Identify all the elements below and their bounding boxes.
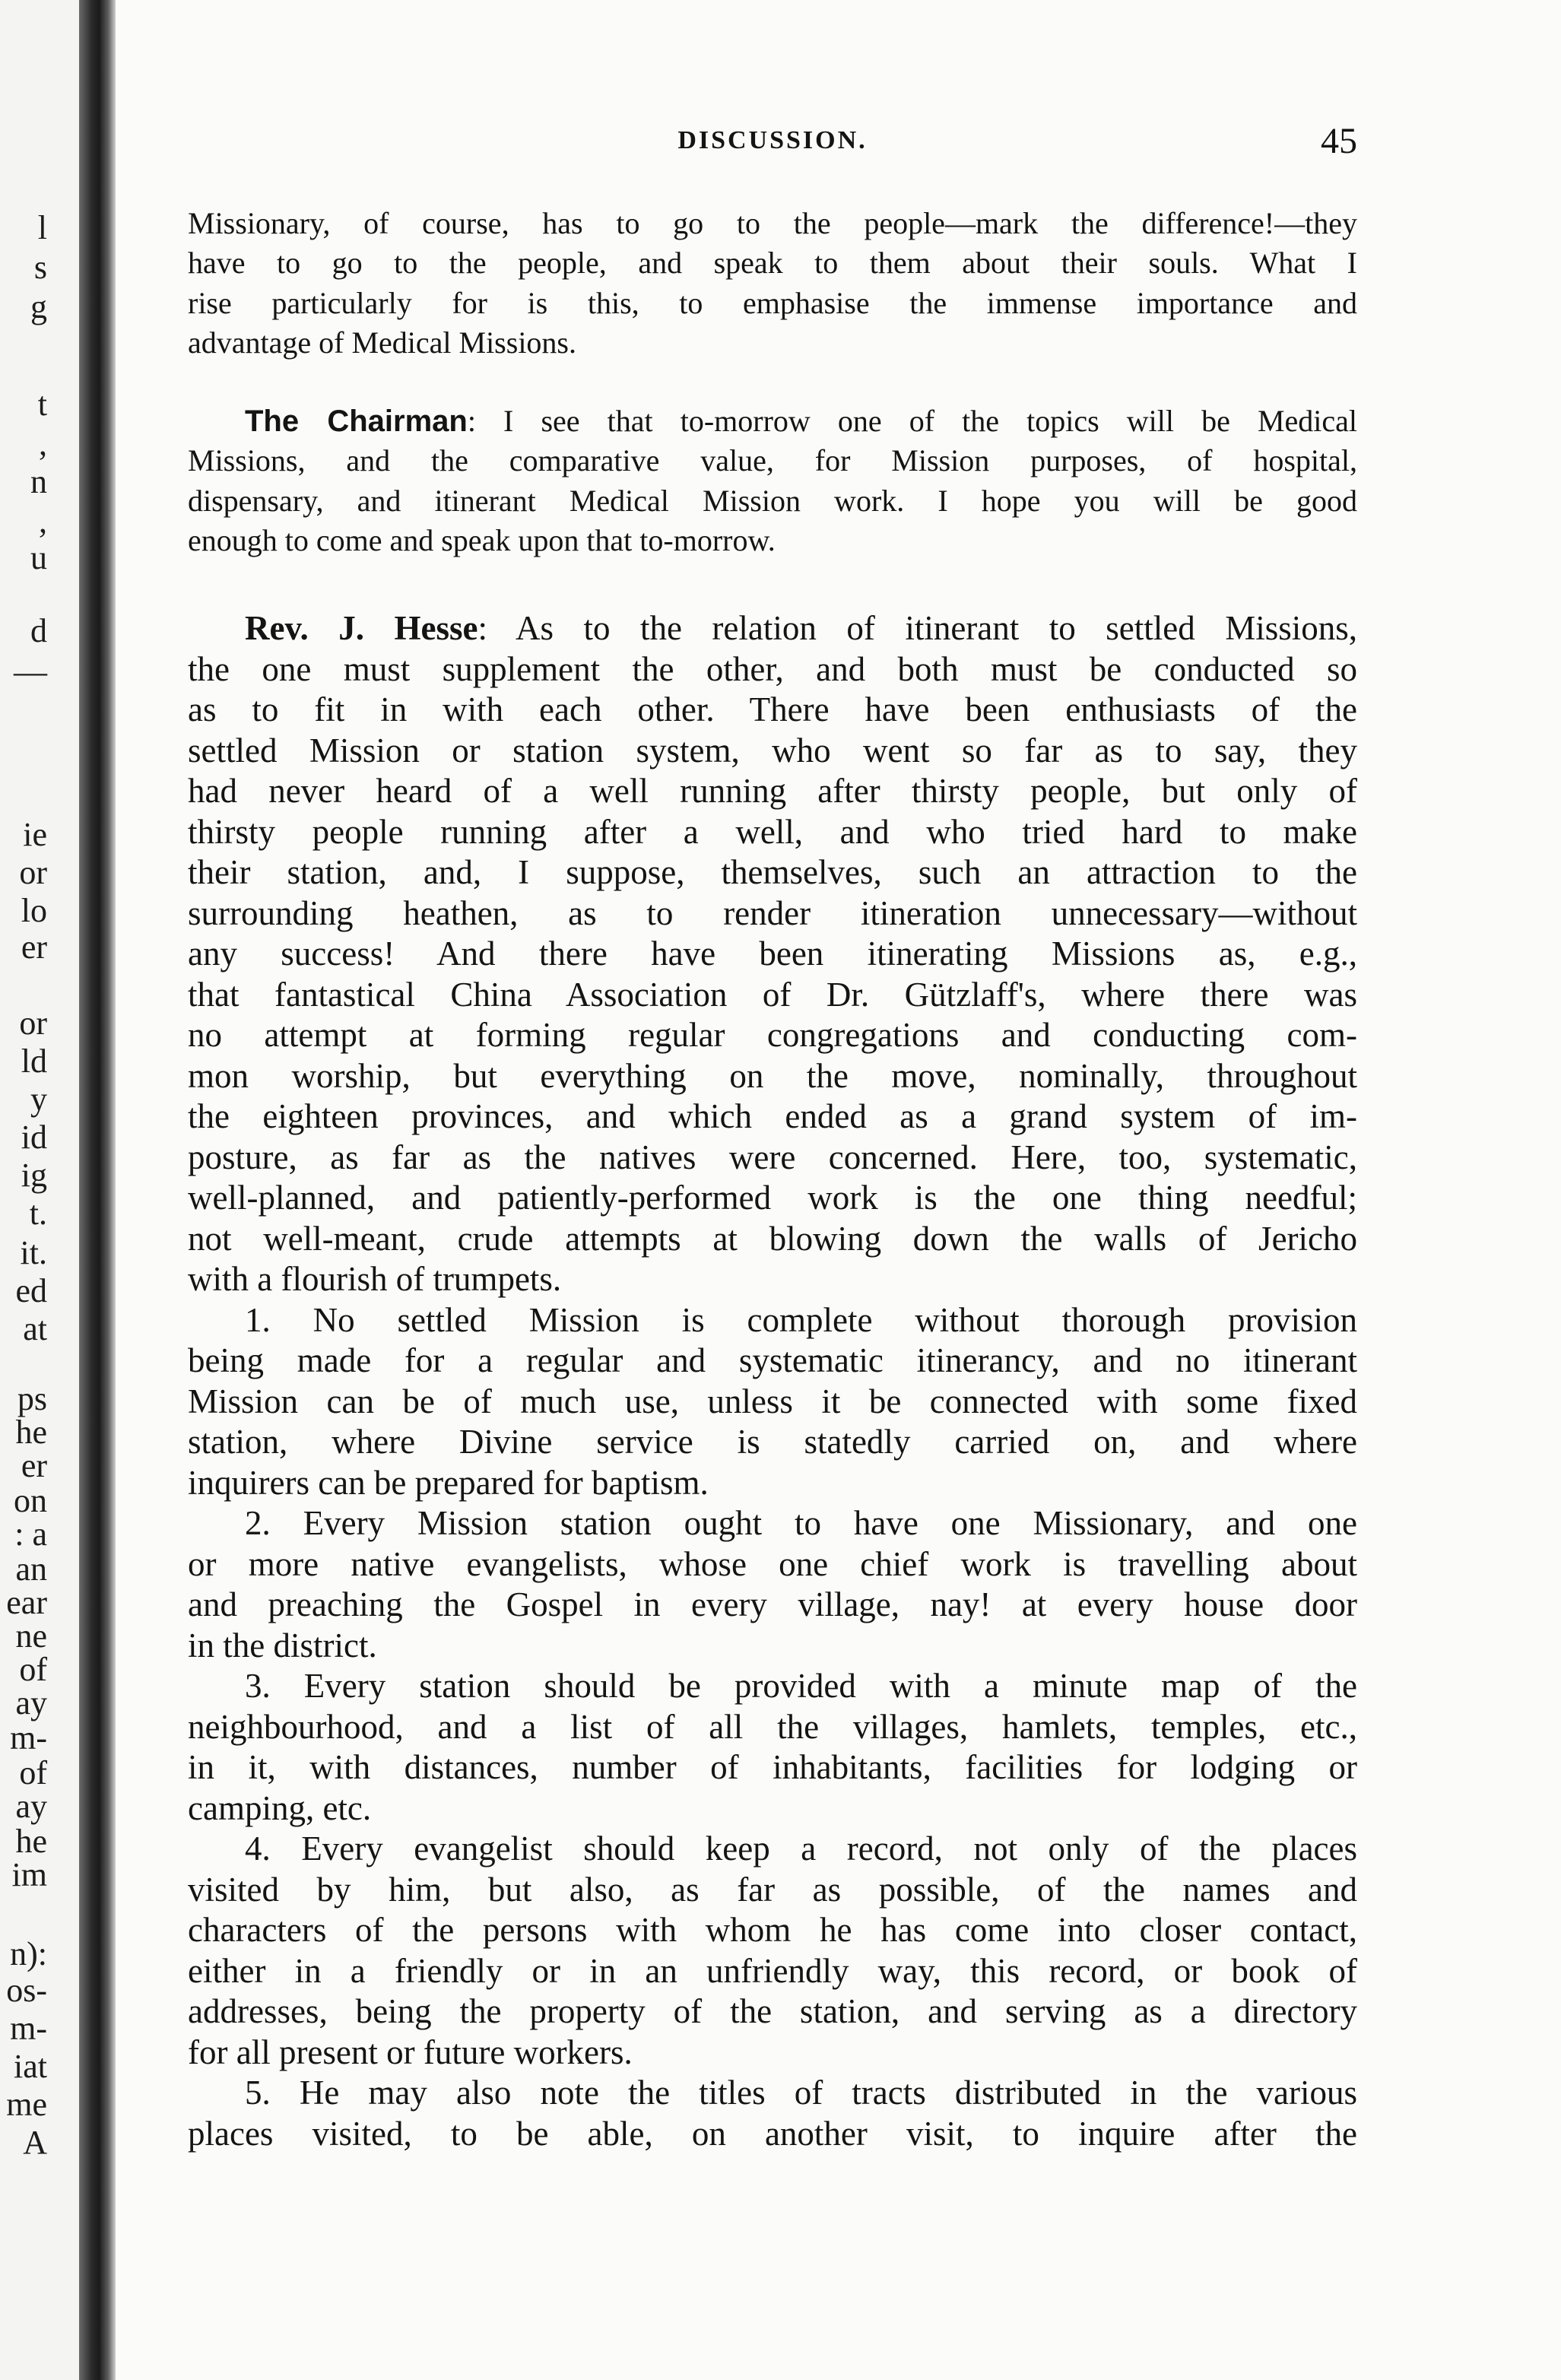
margin-fragment: at [23, 1310, 47, 1347]
text-line: inquirers can be prepared for baptism. [188, 1463, 709, 1502]
speaker-name: Rev. J. Hesse [245, 609, 478, 647]
text-line: neighbourhood, and a list of all the villages, hamlets, temples, etc., [188, 1707, 1357, 1746]
margin-fragment: s [33, 249, 47, 286]
paragraph-chairman [188, 401, 1357, 561]
margin-fragment: or [19, 854, 47, 891]
margin-fragment: ne [15, 1617, 47, 1655]
text-line: Mission can be of much use, unless it be connected with some fixed [188, 1382, 1357, 1420]
text-line: 1. No settled Mission is complete without thorough provision [245, 1300, 1357, 1339]
margin-fragment: ear [6, 1584, 47, 1621]
text-line: had never heard of a well running after thirsty people, but only of [188, 772, 1357, 810]
text-line: in the district. [188, 1626, 377, 1664]
margin-fragment: ay [15, 1684, 47, 1722]
margin-fragment: g [30, 288, 47, 325]
text-line: addresses, being the property of the station, and serving as a directory [188, 1992, 1357, 2030]
margin-fragment: m- [10, 2010, 47, 2047]
page-number: 45 [1321, 121, 1357, 161]
text-line: settled Mission or station system, who went so far as to say, they [188, 731, 1357, 770]
text-line: that fantastical China Association of Dr. Gützlaff's, where there was [188, 975, 1357, 1014]
text-line: the one must supplement the other, and both must be conducted so [188, 649, 1357, 688]
text-line [188, 608, 1357, 649]
margin-fragment: id [21, 1119, 47, 1156]
running-head [188, 116, 1357, 161]
paragraph-medical-missions [188, 204, 1357, 363]
text-line: 3. Every station should be provided with a minute map of the [245, 1667, 1357, 1705]
text-line: or more native evangelists, whose one chief work is travelling about [188, 1544, 1357, 1583]
text-line: with a flourish of trumpets. [188, 1260, 562, 1298]
margin-fragment: he [15, 1823, 47, 1860]
text-line: Missions, and the comparative value, for Mission purposes, of hospital, [188, 443, 1357, 478]
margin-fragment: m- [10, 1719, 47, 1756]
margin-fragment: os- [6, 1972, 47, 2009]
text-line: camping, etc. [188, 1788, 372, 1827]
margin-fragment: ie [23, 816, 47, 853]
text-line: for all present or future workers. [188, 2033, 633, 2071]
margin-fragment: ed [15, 1272, 47, 1309]
text-line: posture, as far as the natives were concerned. Here, too, systematic, [188, 1138, 1357, 1176]
text-line: 4. Every evangelist should keep a record, not only of the places [245, 1829, 1357, 1868]
facing-page-bleed-text [0, 0, 79, 2380]
text-line: advantage of Medical Missions. [188, 325, 576, 360]
text-line: 2. Every Mission station ought to have one Missionary, and one [245, 1504, 1357, 1542]
text-line: well-planned, and patiently-performed work is the one thing needful; [188, 1179, 1357, 1217]
text-line: no attempt at forming regular congregations and conducting com- [188, 1016, 1357, 1054]
margin-fragment: of [19, 1651, 47, 1688]
text-line: have to go to the people, and speak to them about their souls. What I [188, 246, 1357, 281]
binding-gutter-shadow [79, 0, 116, 2380]
text-line: either in a friendly or in an unfriendly way, this record, or book of [188, 1951, 1357, 1990]
margin-fragment: ay [15, 1788, 47, 1825]
margin-fragment: or [19, 1004, 47, 1042]
numbered-item-1 [188, 1300, 1357, 1504]
margin-fragment: he [15, 1414, 47, 1451]
margin-fragment: t. [29, 1195, 47, 1232]
numbered-item-5 [188, 2073, 1357, 2154]
margin-fragment: er [21, 928, 47, 966]
margin-fragment: me [6, 2086, 47, 2123]
margin-fragment: ig [21, 1157, 47, 1194]
text-line: the eighteen provinces, and which ended as a grand system of im- [188, 1097, 1357, 1135]
margin-fragment: ps [17, 1380, 47, 1417]
text-line: mon worship, but everything on the move, nominally, throughout [188, 1056, 1357, 1095]
numbered-item-2 [188, 1503, 1357, 1666]
margin-fragment: an [15, 1550, 47, 1588]
text-line: dispensary, and itinerant Medical Mission work. I hope you will be good [188, 483, 1357, 518]
text-line: not well-meant, crude attempts at blowing down the walls of Jericho [188, 1219, 1357, 1258]
text-line: places visited, to be able, on another visit, to inquire after the [188, 2114, 1357, 2153]
margin-fragment: n [30, 463, 47, 500]
margin-fragment: : a [14, 1515, 47, 1553]
margin-fragment: n): [10, 1935, 47, 1972]
text-line [188, 401, 1357, 441]
text-line: any success! And there have been itinerating Missions as, e.g., [188, 935, 1357, 973]
margin-fragment: l [37, 209, 47, 246]
text-line: as to fit in with each other. There have been enthusiasts of the [188, 690, 1357, 728]
margin-fragment: , [39, 503, 47, 540]
margin-fragment: it. [20, 1234, 47, 1271]
margin-fragment: , [39, 425, 47, 462]
speaker-name: The Chairman [245, 405, 468, 438]
margin-fragment: er [21, 1447, 47, 1484]
margin-fragment: of [19, 1754, 47, 1791]
margin-fragment: lo [21, 892, 47, 929]
text-line: rise particularly for is this, to emphasise the immense importance and [188, 285, 1357, 320]
numbered-item-4 [188, 1829, 1357, 2073]
text-line: characters of the persons with whom he has come into closer contact, [188, 1911, 1357, 1949]
paragraph-hesse-speech [188, 608, 1357, 2154]
text-line: in it, with distances, number of inhabitants, facilities for lodging or [188, 1748, 1357, 1786]
margin-fragment: on [14, 1482, 47, 1519]
text-line: visited by him, but also, as far as possible, of the names and [188, 1870, 1357, 1909]
margin-fragment: ld [21, 1042, 47, 1080]
text-line: being made for a regular and systematic itinerancy, and no itinerant [188, 1341, 1357, 1379]
margin-fragment: y [30, 1081, 47, 1118]
margin-fragment: d [30, 612, 47, 649]
margin-fragment: — [14, 653, 47, 690]
text-line: surrounding heathen, as to render itineration unnecessary—without [188, 893, 1357, 932]
text-line: thirsty people running after a well, and who tried hard to make [188, 812, 1357, 851]
text-line: enough to come and speak upon that to-morrow. [188, 523, 776, 558]
margin-fragment: A [23, 2124, 47, 2161]
speech-text: : I see that to-morrow one of the topics will be Medical [467, 404, 1357, 438]
text-line: 5. He may also note the titles of tracts distributed in the various [245, 2074, 1357, 2112]
running-head-title: DISCUSSION. [677, 126, 868, 154]
text-line: their station, and, I suppose, themselves, such an attraction to the [188, 853, 1357, 891]
speech-text: : As to the relation of itinerant to settled Missions, [478, 609, 1357, 647]
numbered-item-3 [188, 1666, 1357, 1829]
facing-page-margin [0, 0, 79, 2380]
margin-fragment: t [37, 386, 47, 423]
margin-fragment: im [11, 1856, 47, 1893]
margin-fragment: iat [14, 2048, 47, 2085]
text-line: and preaching the Gospel in every village, nay! at every house door [188, 1585, 1357, 1623]
margin-fragment: u [30, 539, 47, 576]
text-line: station, where Divine service is statedly carried on, and where [188, 1423, 1357, 1461]
text-line: Missionary, of course, has to go to the people—mark the difference!—they [188, 206, 1357, 240]
